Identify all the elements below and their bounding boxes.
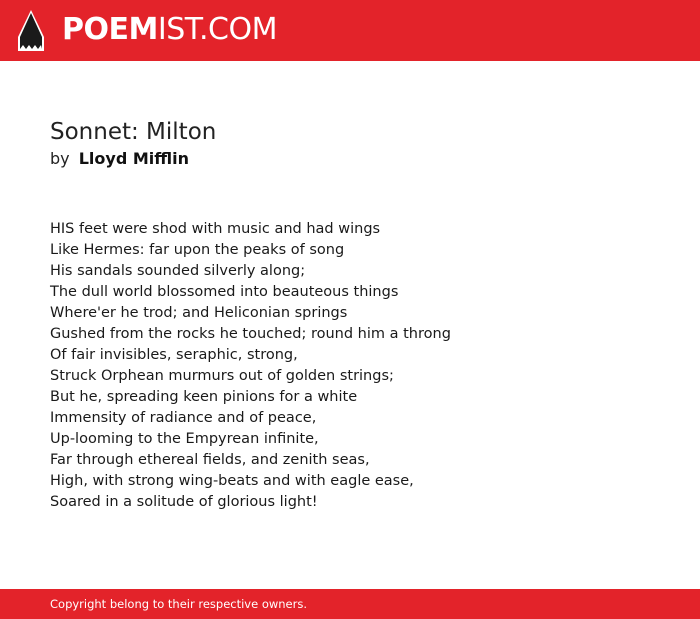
poem-body <box>50 219 451 513</box>
poem-line: Soared in a solitude of glorious light! <box>50 494 318 510</box>
copyright-notice: Copyright belong to their respective owners. <box>50 597 308 611</box>
site-logo[interactable] <box>62 12 277 48</box>
byline <box>50 149 189 169</box>
poem-line: Gushed from the rocks he touched; round him a throng <box>50 326 451 342</box>
poem-line: Struck Orphean murmurs out of golden strings; <box>50 368 394 384</box>
poem-line: The dull world blossomed into beauteous things <box>50 284 399 300</box>
logo-text-bold: POEM <box>62 12 158 47</box>
author-name[interactable]: Lloyd Mifflin <box>78 149 189 168</box>
poem-line: Immensity of radiance and of peace, <box>50 410 317 426</box>
poem-line: But he, spreading keen pinions for a white <box>50 389 358 405</box>
site-footer <box>0 589 700 619</box>
poem-line: Like Hermes: far upon the peaks of song <box>50 242 345 258</box>
logo-text-light: IST.COM <box>157 12 277 47</box>
pencil-logo-icon[interactable] <box>17 9 45 53</box>
by-label: by <box>50 149 70 168</box>
poem-line: High, with strong wing-beats and with eagle ease, <box>50 473 414 489</box>
poem-line: Where'er he trod; and Heliconian springs <box>50 305 348 321</box>
poem-line: HIS feet were shod with music and had wings <box>50 221 381 237</box>
poem-line: His sandals sounded silverly along; <box>50 263 306 279</box>
poem-line: Of fair invisibles, seraphic, strong, <box>50 347 298 363</box>
poem-title: Sonnet: Milton <box>50 119 217 145</box>
poem-line: Up-looming to the Empyrean infinite, <box>50 431 319 447</box>
poem-line: Far through ethereal fields, and zenith seas, <box>50 452 370 468</box>
site-header <box>0 0 700 61</box>
